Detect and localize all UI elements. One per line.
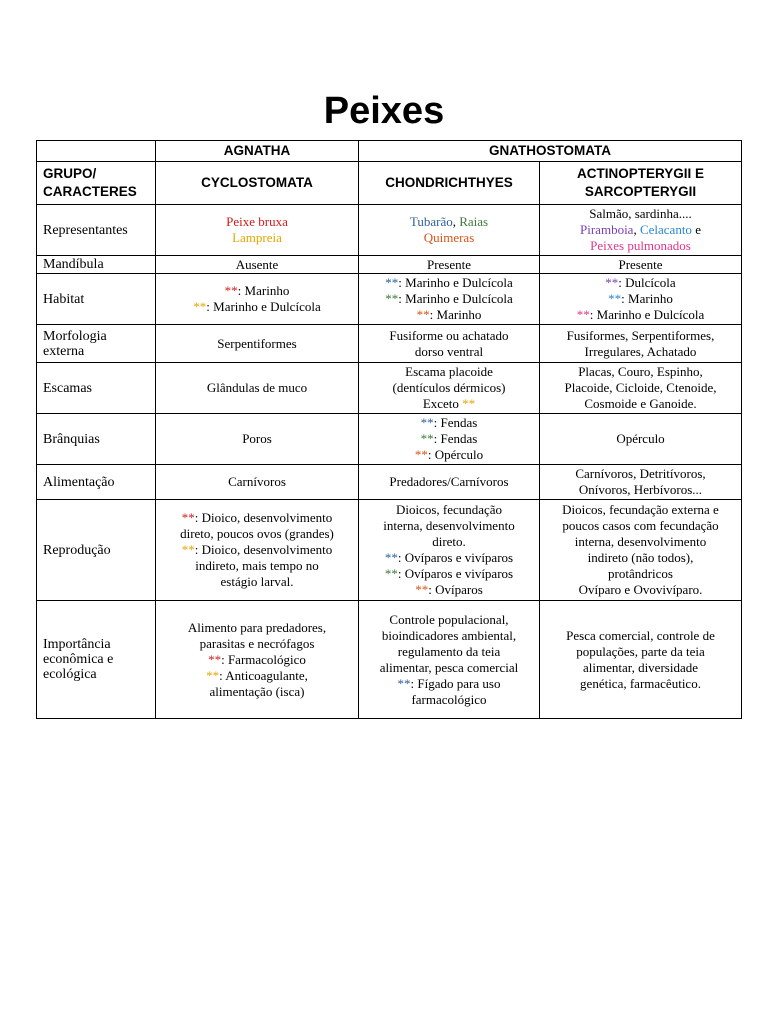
cell-branquias-actino: Opérculo — [540, 414, 742, 465]
row-morfologia — [37, 325, 742, 363]
page-title: Peixes — [323, 90, 445, 132]
cell-habitat-cyclo: **: Marinho **: Marinho e Dulcícola — [156, 274, 359, 325]
row-label-branquias: Brânquias — [37, 414, 156, 465]
row-label-representantes: Representantes — [37, 205, 156, 256]
text-celacanto: Celacanto — [639, 222, 692, 237]
header-agnatha: AGNATHA — [156, 141, 359, 162]
row-label-escamas: Escamas — [37, 363, 156, 414]
cell-reproducao-chondri: Dioicos, fecundação interna, desenvolvimento direto. **: Ovíparos e vivíparos **: Ovíparos e vivíparos **: Ovíparos — [359, 500, 540, 601]
header-row-groups — [37, 162, 742, 205]
cell-habitat-chondri: **: Marinho e Dulcícola **: Marinho e Dulcícola **: Marinho — [359, 274, 540, 325]
text-lampreia: Lampreia — [232, 230, 282, 245]
cell-escamas-cyclo: Glândulas de muco — [156, 363, 359, 414]
cell-reproducao-cyclo: **: Dioico, desenvolvimento direto, poucos ovos (grandes) **: Dioico, desenvolvimento indireto, mais tempo no estágio larval. — [156, 500, 359, 601]
cell-morfologia-actino: Fusiformes, Serpentiformes, Irregulares, Achatado — [540, 325, 742, 363]
text-peixes-pulmonados: Peixes pulmonados — [590, 238, 691, 253]
header-chondrichthyes: CHONDRICHTHYES — [359, 162, 540, 205]
cell-branquias-chondri: **: Fendas **: Fendas **: Opérculo — [359, 414, 540, 465]
cell-alimentacao-cyclo: Carnívoros — [156, 465, 359, 500]
cell-mandibula-actino: Presente — [540, 256, 742, 274]
row-habitat — [37, 274, 742, 325]
text-raias: Raias — [459, 214, 489, 229]
row-importancia — [37, 601, 742, 719]
text-quimeras: Quimeras — [423, 230, 475, 245]
cell-representantes-cyclo — [156, 205, 359, 256]
empty-header-cell — [37, 141, 156, 162]
cell-mandibula-cyclo: Ausente — [156, 256, 359, 274]
row-label-habitat: Habitat — [37, 274, 156, 325]
header-grupo-caracteres: GRUPO/ CARACTERES — [37, 162, 156, 205]
cell-morfologia-chondri: Fusiforme ou achatado dorso ventral — [359, 325, 540, 363]
cell-habitat-actino: **: Dulcícola **: Marinho **: Marinho e Dulcícola — [540, 274, 742, 325]
row-branquias — [37, 414, 742, 465]
cell-alimentacao-actino: Carnívoros, Detritívoros, Onívoros, Herbívoros... — [540, 465, 742, 500]
cell-reproducao-actino: Dioicos, fecundação externa e poucos casos com fecundação interna, desenvolvimento indireto (não todos), protândricos Ovíparo e Ovovivíparo. — [540, 500, 742, 601]
cell-alimentacao-chondri: Predadores/Carnívoros — [359, 465, 540, 500]
text-piramboia: Piramboia — [580, 222, 634, 237]
text-peixe-bruxa: Peixe bruxa — [226, 214, 288, 229]
row-label-importancia: Importância econômica e ecológica — [37, 601, 156, 719]
header-actinopterygii-sarcopterygii: ACTINOPTERYGII E SARCOPTERYGII — [540, 162, 742, 205]
row-reproducao — [37, 500, 742, 601]
row-label-alimentacao: Alimentação — [37, 465, 156, 500]
cell-branquias-cyclo: Poros — [156, 414, 359, 465]
cell-importancia-cyclo: Alimento para predadores, parasitas e necrófagos **: Farmacológico **: Anticoagulante, alimentação (isca) — [156, 601, 359, 719]
row-escamas — [37, 363, 742, 414]
cell-mandibula-chondri: Presente — [359, 256, 540, 274]
header-row-superclass — [37, 141, 742, 162]
cell-representantes-chondri: Tubarão, Raias Quimeras — [359, 205, 540, 256]
header-cyclostomata: CYCLOSTOMATA — [156, 162, 359, 205]
row-label-reproducao: Reprodução — [37, 500, 156, 601]
row-mandibula — [37, 256, 742, 274]
fish-comparison-table — [36, 140, 742, 719]
cell-importancia-chondri: Controle populacional, bioindicadores ambiental, regulamento da teia alimentar, pesca comercial **: Fígado para uso farmacológico — [359, 601, 540, 719]
header-gnathostomata: GNATHOSTOMATA — [359, 141, 742, 162]
row-label-morfologia: Morfologia externa — [37, 325, 156, 363]
row-alimentacao — [37, 465, 742, 500]
cell-escamas-actino: Placas, Couro, Espinho, Placoide, Cicloide, Ctenoide, Cosmoide e Ganoide. — [540, 363, 742, 414]
text-tubarao: Tubarão — [409, 214, 453, 229]
row-representantes — [37, 205, 742, 256]
cell-representantes-actino: Salmão, sardinha.... Piramboia, Celacanto e Peixes pulmonados — [540, 205, 742, 256]
cell-importancia-actino: Pesca comercial, controle de populações, parte da teia alimentar, diversidade genética, farmacêutico. — [540, 601, 742, 719]
row-label-mandibula: Mandíbula — [37, 256, 156, 274]
cell-morfologia-cyclo: Serpentiformes — [156, 325, 359, 363]
cell-escamas-chondri: Escama placoide (dentículos dérmicos) Exceto ** — [359, 363, 540, 414]
